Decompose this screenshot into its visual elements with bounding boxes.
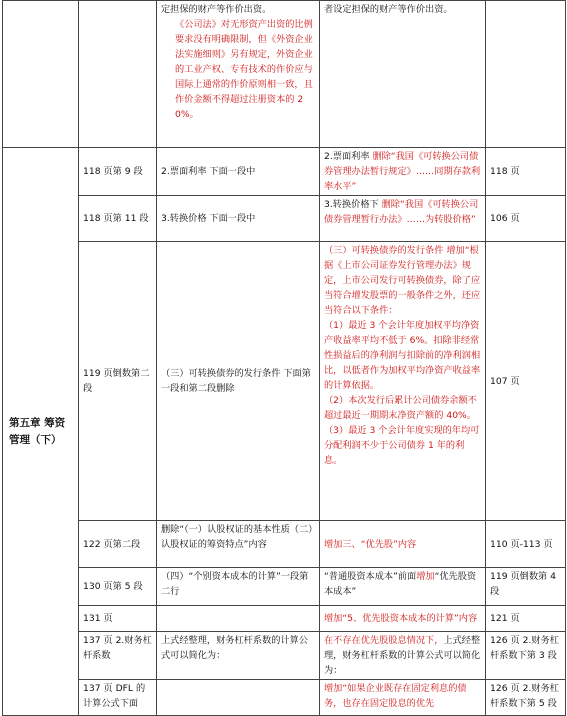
row6-page: 121 页 bbox=[486, 606, 566, 632]
row6-location: 131 页 bbox=[79, 606, 157, 632]
row1-page: 118 页 bbox=[486, 148, 566, 196]
chapter-cell-empty bbox=[3, 1, 79, 148]
row0-page bbox=[486, 1, 566, 148]
row6-original bbox=[157, 606, 320, 632]
row2-revised bbox=[320, 196, 486, 242]
table-row bbox=[3, 242, 566, 521]
table-row bbox=[3, 606, 566, 632]
table-row bbox=[3, 568, 566, 606]
row7-revised-add: 在不存在优先股股息情况下， bbox=[324, 635, 444, 646]
row5-revised bbox=[320, 568, 486, 606]
row2-original: 3.转换价格 下面一段中 bbox=[157, 196, 320, 242]
revision-table bbox=[2, 0, 566, 716]
row4-page: 110 页-113 页 bbox=[486, 521, 566, 568]
row8-page: 126 页 2.财务杠杆系数下第 5 段 bbox=[486, 680, 566, 716]
table-row bbox=[3, 632, 566, 680]
row0-original-text: 定担保的财产等作价出资。 bbox=[161, 4, 272, 15]
row8-location: 137 页 DFL 的计算公式下面 bbox=[79, 680, 157, 716]
row2-location: 118 页第 11 段 bbox=[79, 196, 157, 242]
row0-revised: 者设定担保的财产等作价出资。 bbox=[320, 1, 486, 148]
table-row bbox=[3, 196, 566, 242]
row1-location: 118 页第 9 段 bbox=[79, 148, 157, 196]
chapter-title: 第五章 筹资管理（下） bbox=[3, 148, 79, 716]
row2-page: 106 页 bbox=[486, 196, 566, 242]
row1-revised bbox=[320, 148, 486, 196]
row3-revised: （三）可转换债券的发行条件 增加“根据《上市公司证券发行管理办法》规定，上市公司发行可转换债券，除了应当符合增发股票的一般条件之外，还应当符合以下条件： （1）最近 3 个会计年度加权平均净资产收益率平均不低于 6%。扣除非经常性损益后的净利润与扣除前的净利润相比，以低者作为加权平均净资产收益率的计算依据。 （2）本次发行后累计公司债券余额不超过最近一期期末净资产额的 40%。 （3）最近 3 个会计年度实现的年均可分配利润不少于公司债券 1 年的利息。 bbox=[320, 242, 486, 521]
row7-revised bbox=[320, 632, 486, 680]
row8-revised: 增加“如果企业既存在固定利息的债务，也存在固定股息的优先 bbox=[320, 680, 486, 716]
row2-revised-heading: 3.转换价格下 bbox=[324, 199, 382, 210]
row4-location: 122 页第二段 bbox=[79, 521, 157, 568]
row5-location: 130 页第 5 段 bbox=[79, 568, 157, 606]
row0-original-note: 《公司法》对无形资产出资的比例要求没有明确限制，但《外资企业法实施细则》另有规定，外资企业的工业产权、专有技术的作价应与国际上通常的作价原则相一致，且作价金额不得超过注册资本的 20%。 bbox=[175, 19, 313, 120]
row3-page: 107 页 bbox=[486, 242, 566, 521]
row4-revised: 增加三、“优先股”内容 bbox=[320, 521, 486, 568]
row5-original: （四）“个别资本成本的计算”一段第二行 bbox=[157, 568, 320, 606]
row0-original bbox=[157, 1, 320, 148]
row4-original: 删除“（一）认股权证的基本性质（二）认股权证的筹资特点”内容 bbox=[157, 521, 320, 568]
row7-page: 126 页 2.财务杠杆系数下第 3 段 bbox=[486, 632, 566, 680]
row5-page: 119 页倒数第 4 段 bbox=[486, 568, 566, 606]
row0-location bbox=[79, 1, 157, 148]
row7-original: 上式经整理，财务杠杆系数的计算公式可以简化为： bbox=[157, 632, 320, 680]
row5-revised-add: 增加 bbox=[416, 571, 435, 582]
row1-revised-change: 删除“我国《可转换公司债券管理办法暂行规定》……同期存款利率水平” bbox=[324, 151, 481, 192]
table-row bbox=[3, 521, 566, 568]
row1-original: 2.票面利率 下面一段中 bbox=[157, 148, 320, 196]
row3-original: （三）可转换债券的发行条件 下面第一段和第二段删除 bbox=[157, 242, 320, 521]
row5-revised-part2: “优先股资本成本” bbox=[324, 571, 477, 597]
row2-revised-change: 删除“我国《可转换公司债券管理暂行办法》……为转股价格” bbox=[324, 199, 479, 225]
row5-revised-part1: “普通股资本成本”前面 bbox=[324, 571, 417, 582]
row3-location: 119 页倒数第二段 bbox=[79, 242, 157, 521]
row6-revised: 增加“5、优先股资本成本的计算”内容 bbox=[320, 606, 486, 632]
row1-revised-heading: 2.票面利率 bbox=[324, 151, 373, 162]
row7-revised-rest: 上式经整理，财务杠杆系数的计算公式可以简化为： bbox=[324, 635, 481, 676]
row7-location: 137 页 2.财务杠杆系数 bbox=[79, 632, 157, 680]
table-row bbox=[3, 1, 566, 148]
table-row bbox=[3, 148, 566, 196]
